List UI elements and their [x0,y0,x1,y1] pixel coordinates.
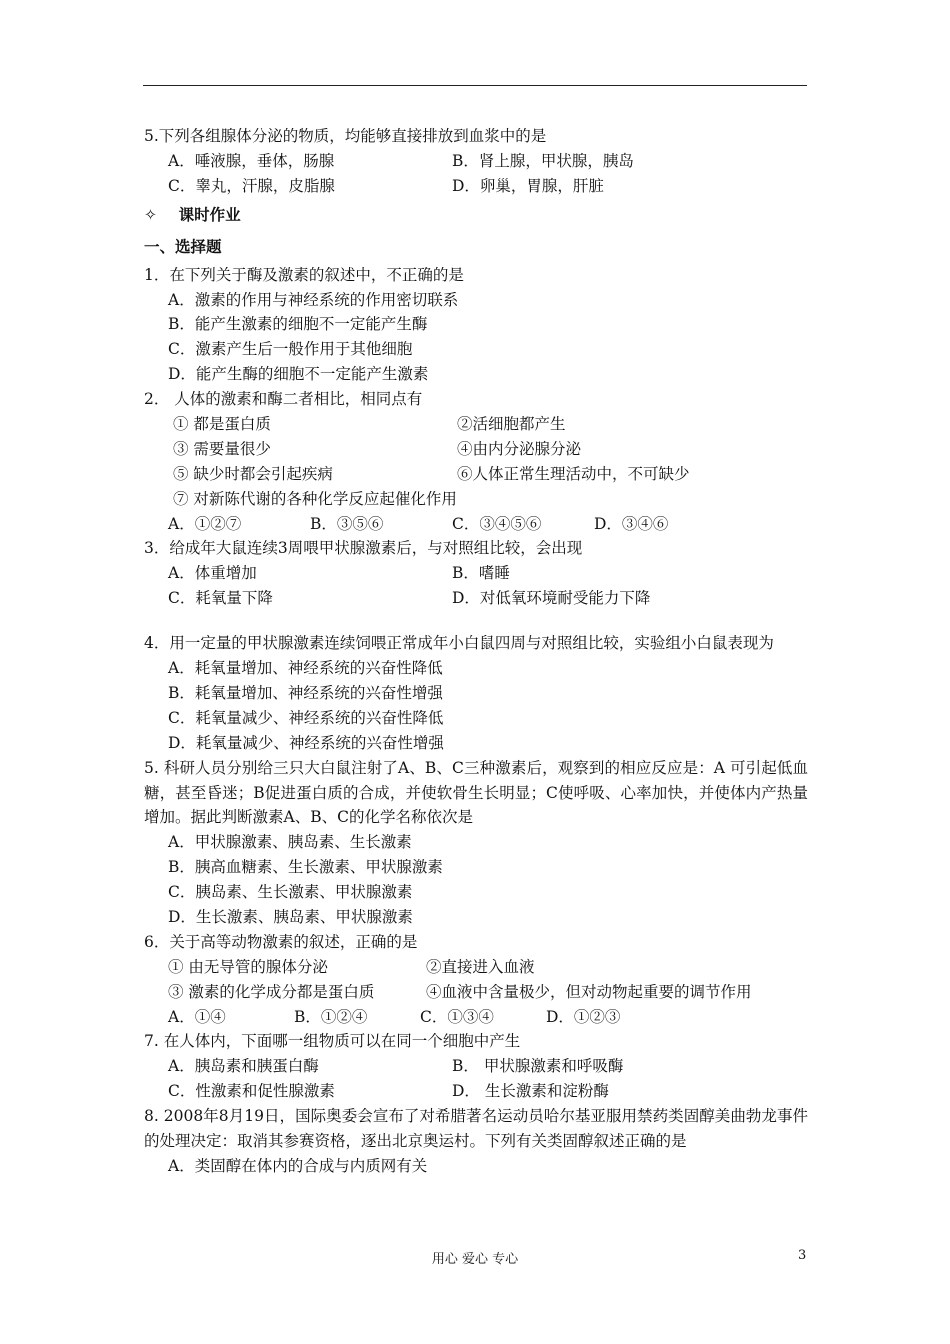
option-d: D．能产生酶的细胞不一定能产生激素 [168,365,429,384]
option-a: A．甲状腺激素、胰岛素、生长激素 [168,833,412,852]
option-c: C．①③④ [420,1007,494,1026]
page-footer [0,1248,950,1268]
option-row [144,174,808,199]
page-content [144,124,808,1179]
item: ④血液中含量极少，但对动物起重要的调节作用 [426,982,752,1001]
option-b: B． 甲状腺激素和呼吸酶 [452,1057,624,1076]
option-d: D．③④⑥ [594,514,669,533]
option-a: A．①②⑦ [168,514,242,533]
footer-text: 用心 爱心 专心 [431,1252,519,1267]
item: ②直接进入血液 [426,957,535,976]
option-c: C．激素产生后一般作用于其他细胞 [168,340,413,359]
item: ① 都是蛋白质 [173,415,271,434]
option-a: A．类固醇在体内的合成与内质网有关 [168,1156,428,1175]
option-b: B．嗜睡 [452,564,510,583]
option-b: B．耗氧量增加、神经系统的兴奋性增强 [168,683,443,702]
option-c: C．耗氧量减少、神经系统的兴奋性降低 [168,708,444,727]
option-d: D．对低氧环境耐受能力下降 [452,589,651,608]
option-c: C．性激素和促性腺激素 [168,1082,335,1101]
question-stem: 8. 2008年8月19日，国际奥委会宣布了对希腊著名运动员哈尔基亚服用禁药类固醇美曲勃龙事件的处理决定：取消其参赛资格，逐出北京奥运村。下列有关类固醇叙述正确的是 [144,1107,808,1151]
section-heading [144,199,808,231]
option-a: A．激素的作用与神经系统的作用密切联系 [168,290,459,309]
option-row [144,1079,808,1104]
item-row [144,462,808,487]
item-row [144,437,808,462]
option-row [144,1005,808,1030]
option-b: B．能产生激素的细胞不一定能产生酶 [168,315,428,334]
option-d: D． 生长激素和淀粉酶 [452,1082,609,1101]
item: ① 由无导管的腺体分泌 [168,957,328,976]
option-row [144,1054,808,1079]
option-d: D．①②③ [546,1007,621,1026]
question-stem: 7. 在人体内，下面哪一组物质可以在同一个细胞中产生 [144,1032,521,1051]
question-stem: 3．给成年大鼠连续3周喂甲状腺激素后，与对照组比较，会出现 [144,539,583,558]
question-stem: 1．在下列关于酶及激素的叙述中，不正确的是 [144,265,464,284]
blank-gap [144,611,808,631]
question-stem: 5. 科研人员分别给三只大白鼠注射了A、B、C三种激素后，观察到的相应反应是：A 可引起低血糖，甚至昏迷；B促进蛋白质的合成，并使软骨生长明显；C使呼吸、心率加快，并使体内产热量增加。据此判断激素A、B、C的化学名称依次是 [144,758,808,827]
question-stem: 4．用一定量的甲状腺激素连续饲喂正常成年小白鼠四周与对照组比较，实验组小白鼠表现为 [144,634,774,653]
option-row [144,512,808,537]
item-row [144,955,808,980]
item-row [144,412,808,437]
option-c: C．胰岛素、生长激素、甲状腺激素 [168,883,413,902]
option-c: C．睾丸，汗腺，皮脂腺 [168,176,335,195]
item: ②活细胞都产生 [457,415,566,434]
subsection-heading: 一、选择题 [144,237,222,256]
option-b: B．③⑤⑥ [310,514,384,533]
option-d: D．生长激素、胰岛素、甲状腺激素 [168,908,413,926]
option-b: B．①②④ [294,1007,368,1026]
option-a: A．体重增加 [168,564,257,583]
item: ⑤ 缺少时都会引起疾病 [173,464,333,483]
section-title: 课时作业 [178,205,241,224]
option-a: A．耗氧量增加、神经系统的兴奋性降低 [168,659,443,678]
option-a: A．胰岛素和胰蛋白酶 [168,1057,319,1076]
item: ④由内分泌腺分泌 [457,439,582,458]
option-a: A．唾液腺，垂体，肠腺 [168,151,335,170]
question-stem: 6．关于高等动物激素的叙述，正确的是 [144,932,418,951]
item: ③ 激素的化学成分都是蛋白质 [168,982,375,1001]
item: ③ 需要量很少 [173,439,271,458]
option-row [144,561,808,586]
option-b: B．肾上腺，甲状腺，胰岛 [452,151,634,170]
option-b: B．胰高血糖素、生长激素、甲状腺激素 [168,858,443,877]
option-row [144,149,808,174]
option-a: A．①④ [168,1007,226,1026]
option-d: D．卵巢，胃腺，肝脏 [452,176,604,195]
option-c: C．耗氧量下降 [168,589,273,608]
diamond-star-icon: ✧ [144,205,157,224]
option-row [144,586,808,611]
page-number: 3 [798,1248,807,1263]
question-stem: 5.下列各组腺体分泌的物质，均能够直接排放到血浆中的是 [144,127,547,145]
header-rule [143,85,807,86]
item: ⑥人体正常生理活动中，不可缺少 [457,464,690,483]
option-c: C．③④⑤⑥ [452,514,542,533]
question-stem: 2． 人体的激素和酶二者相比，相同点有 [144,390,423,409]
option-d: D．耗氧量减少、神经系统的兴奋性增强 [168,733,444,752]
item: ⑦ 对新陈代谢的各种化学反应起催化作用 [173,489,457,508]
item-row [144,980,808,1005]
